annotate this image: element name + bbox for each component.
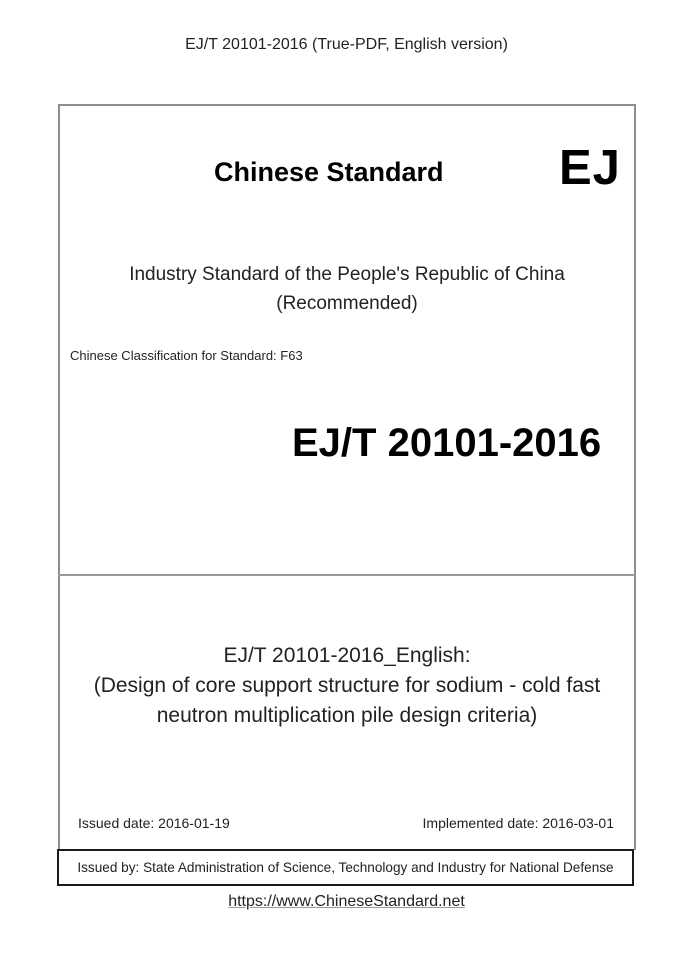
subtitle-line-1: Industry Standard of the People's Republic of China <box>129 264 565 285</box>
classification-label: Chinese Classification for Standard: F63 <box>70 348 303 363</box>
website-link[interactable]: https://www.ChineseStandard.net <box>228 893 465 910</box>
english-title-line-3: neutron multiplication pile design criteria) <box>156 704 538 727</box>
standard-number: EJ/T 20101-2016 <box>292 421 602 465</box>
issuer-box <box>57 849 634 886</box>
document-subtitle <box>58 260 636 318</box>
issued-date: Issued date: 2016-01-19 <box>78 815 230 831</box>
page-header-caption: EJ/T 20101-2016 (True-PDF, English version) <box>185 36 508 53</box>
english-title-line-2: (Design of core support structure for sodium - cold fast <box>93 674 601 697</box>
document-title: Chinese Standard <box>214 157 444 187</box>
implemented-date: Implemented date: 2016-03-01 <box>422 815 614 831</box>
subtitle-line-2: (Recommended) <box>276 293 418 314</box>
cover-frame <box>58 104 636 850</box>
english-title <box>58 641 636 731</box>
cover-divider <box>58 574 636 576</box>
english-title-line-1: EJ/T 20101-2016_English: <box>223 644 471 667</box>
footer <box>0 893 693 911</box>
category-code: EJ <box>559 141 621 195</box>
issuer-text: Issued by: State Administration of Science, Technology and Industry for National Defense <box>77 860 614 875</box>
